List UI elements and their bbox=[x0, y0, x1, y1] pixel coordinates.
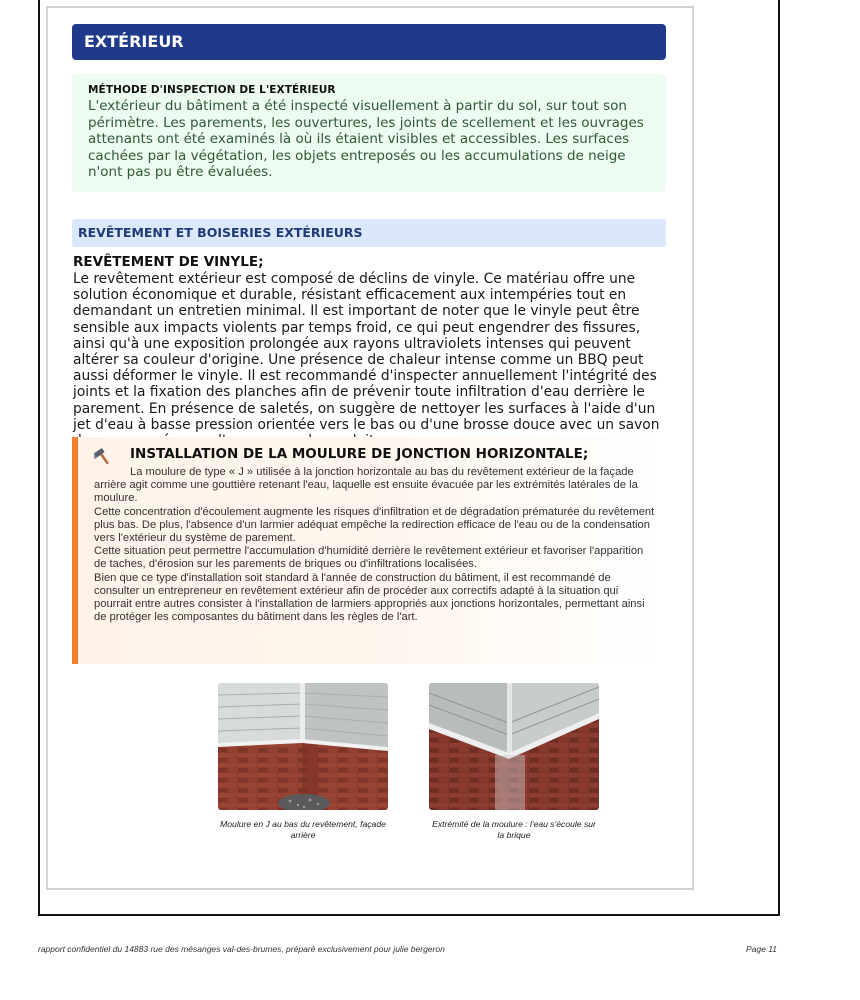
warning-paragraph: Cette concentration d'écoulement augmente les risques d'infiltration et de dégradation prématurée du revêtement plus bas. De plus, l'absence d'un larmier adéquat empêche la redirection efficace de l'eau ou de la condensation vers l'extérieur du système de parement. bbox=[94, 505, 655, 545]
hammer-icon bbox=[94, 446, 114, 466]
method-text: L'extérieur du bâtiment a été inspecté visuellement à partir du sol, sur tout son périmètre. Les parements, les ouvertures, les joints de scellement et les ouvrages attenants ont été examinés là où ils étaient visibles et accessibles. Les surfaces cachées par la végétation, les objets entreposés ou les accumulations de neige n'ont pas pu être évaluées. bbox=[88, 98, 644, 180]
photo-molding-end[interactable] bbox=[429, 683, 599, 810]
warning-paragraph: La moulure de type « J » utilisée à la jonction horizontale au bas du revêtement extérieur de la façade arrière agit comme une gouttière retenant l'eau, laquelle est ensuite évacuée par les extrémités latérales de la moulure. bbox=[94, 466, 638, 505]
subsection-title: REVÊTEMENT ET BOISERIES EXTÉRIEURS bbox=[72, 219, 666, 247]
method-title: MÉTHODE D'INSPECTION DE L'EXTÉRIEUR bbox=[88, 84, 336, 96]
vinyl-text: Le revêtement extérieur est composé de déclins de vinyle. Ce matériau offre une solution économique et durable, résistant efficacement aux intempéries tout en demandant un entretien minimal. Il est important de noter que le vinyle peut être sensible aux impacts violents par temps froid, ce qui peut engendrer des fissures, ainsi qu'à une exposition prolongée aux rayons ultraviolets intenses qui peuvent altérer sa couleur d'origine. Une présence de chaleur intense comme un BBQ peut aussi déformer le vinyle. Il est recommandé d'inspecter annuellement l'intégrité des joints et la fixation des planches afin de prévenir toute infiltration d'eau derrière le parement. En présence de saletés, on suggère de nettoyer les surfaces à l'aide d'un jet d'eau à basse pression orientée vers le bas ou d'une brosse douce avec un savon bbox=[73, 271, 660, 433]
warning-paragraph: Cette situation peut permettre l'accumulation d'humidité derrière le revêtement extérieur et favoriser l'apparition de taches, d'érosion sur les parements de briques ou d'infiltrations localisées. bbox=[94, 545, 644, 571]
warning-title: INSTALLATION DE LA MOULURE DE JONCTION HORIZONTALE; bbox=[130, 446, 589, 462]
footer-page-number: Page 11 bbox=[746, 944, 778, 954]
vinyl-title: REVÊTEMENT DE VINYLE; bbox=[73, 254, 264, 270]
footer-confidential: rapport confidentiel du 14883 rue des mésanges val-des-brumes, préparé exclusivement pour julie bergeron bbox=[38, 944, 445, 954]
warning-box bbox=[72, 437, 668, 664]
photo-j-molding[interactable] bbox=[218, 683, 388, 810]
warning-paragraph: Bien que ce type d'installation soit standard à l'année de construction du bâtiment, il est recommandé de consulter un entrepreneur en revêtement extérieur afin de procéder aux correctifs adapté à la situation qui pourrait entre autres consister à l'installation de larmiers appropriés aux jonctions horizontales, permettant ainsi de protéger les composantes du bâtiment dans les règles de l'art. bbox=[94, 571, 645, 624]
section-title: EXTÉRIEUR bbox=[72, 24, 666, 60]
photo-figure bbox=[429, 683, 599, 840]
warning-header bbox=[94, 445, 658, 463]
photo-caption: Extrémité de la moulure : l'eau s'écoule sur la brique bbox=[432, 819, 596, 840]
photo-figure bbox=[218, 683, 388, 840]
inspection-method-box bbox=[72, 74, 666, 192]
warning-text bbox=[94, 466, 658, 624]
photo-caption: Moulure en J au bas du revêtement, façade arrière bbox=[220, 819, 386, 840]
